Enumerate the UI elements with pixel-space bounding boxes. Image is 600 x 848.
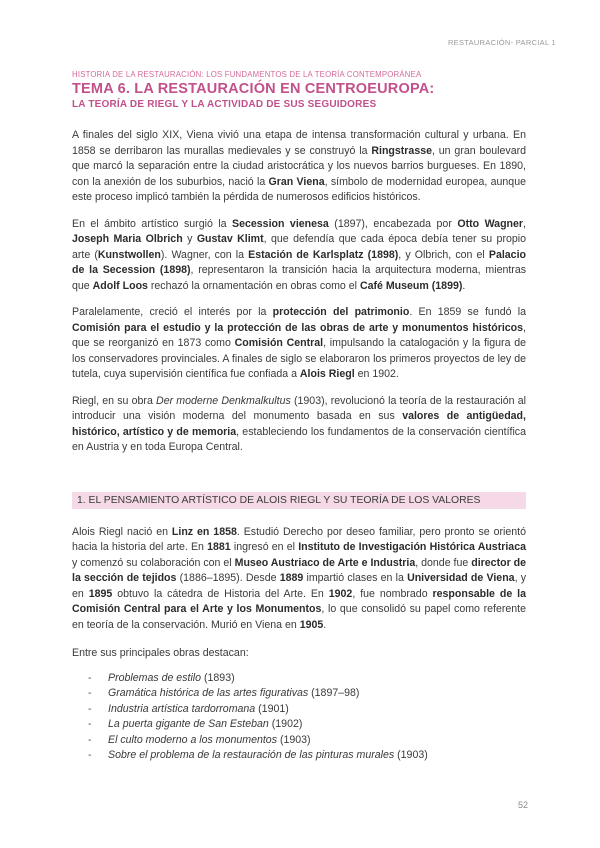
list-item: - La puerta gigante de San Esteban (1902) — [88, 718, 303, 730]
works-list — [88, 671, 526, 764]
section-heading: 1. EL PENSAMIENTO ARTÍSTICO DE ALOIS RIEGL Y SU TEORÍA DE LOS VALORES — [72, 492, 526, 509]
intro-paragraph-vienna: A finales del siglo XIX, Viena vivió una etapa de intensa transformación cultural y urbana. En 1858 se derribaron las murallas medievales y se construyó la Ringstrasse, un gran boulevard que marcó la separación entre la ciudad aristocrática y los nuevos barrios burgueses. En 1890, con la anexión de los suburbios, nació la Gran Viena, símbolo de modernidad europea, aunque este proceso implicó también la pérdida de numerosos edificios históricos. — [72, 129, 526, 203]
biography-paragraph: Alois Riegl nació en Linz en 1858. Estudió Derecho por deseo familiar, pero pronto se orientó hacia la historia del arte. En 1881 ingresó en el Instituto de Investigación Histórica Austriaca y comenzó su colaboración con el Museo Austriaco de Arte e Industria, donde fue director de la sección de tejidos (1886–1895). Desde 1889 impartió clases en la Universidad de Viena, y en 1895 obtuvo la cátedra de Historia del Arte. En 1902, fue nombrado responsable de la Comisión Central para el Arte y los Monumentos, lo que consolidó su papel como referente en teoría de la conservación. Murió en Viena en 1905. — [72, 525, 527, 631]
running-header: RESTAURACIÓN- PARCIAL 1 — [447, 38, 556, 47]
intro-paragraph-riegl: Riegl, en su obra Der moderne Denkmalkultus (1903), revolucionó la teoría de la restauración al introducir una visión moderna del monumento basada en sus valores de antigüedad, histórico, artístico y de memoria, estableciendo los fundamentos de la conservación científica en Austria y en toda Europa Central. — [72, 394, 526, 453]
page-content — [72, 70, 526, 764]
list-item: - El culto moderno a los monumentos (1903) — [88, 733, 311, 746]
list-item: - Gramática histórica de las artes figurativas (1897–98) — [88, 687, 360, 699]
list-item: - Sobre el problema de la restauración de las pinturas murales (1903) — [88, 749, 428, 761]
intro-paragraph-heritage: Paralelamente, creció el interés por la protección del patrimonio. En 1859 se fundó la Comisión para el estudio y la protección de las obras de arte y monumentos históricos, que se reorganizó en 1873 como Comisión Central, impulsando la catalogación y la figura de los conservadores provinciales. A finales de siglo se elaboraron los primeros proyectos de ley de tutela, cuya supervisión científica fue confiada a Alois Riegl en 1902. — [72, 306, 526, 380]
works-intro: Entre sus principales obras destacan: — [72, 647, 249, 659]
list-item: - Industria artística tardorromana (1901) — [88, 702, 289, 715]
course-title: HISTORIA DE LA RESTAURACIÓN: LOS FUNDAMENTOS DE LA TEORÍA CONTEMPORÁNEA — [72, 70, 422, 79]
intro-paragraph-secession: En el ámbito artístico surgió la Secession vienesa (1897), encabezada por Otto Wagner, Joseph Maria Olbrich y Gustav Klimt, que defendía que cada época debía tener su propio arte (Kunstwollen). Wagner, con la Estación de Karlsplatz (1898), y Olbrich, con el Palacio de la Secession (1898), representaron la transición hacia la arquitectura moderna, mientras que Adolf Loos rechazó la ornamentación en obras como el Café Museum (1899). — [72, 217, 527, 292]
theme-title: TEMA 6. LA RESTAURACIÓN EN CENTROEUROPA: — [72, 81, 435, 97]
page-number: 52 — [517, 800, 528, 810]
theme-subtitle: LA TEORÍA DE RIEGL Y LA ACTIVIDAD DE SUS SEGUIDORES — [72, 99, 377, 110]
list-item: - Problemas de estilo (1893) — [88, 671, 235, 684]
